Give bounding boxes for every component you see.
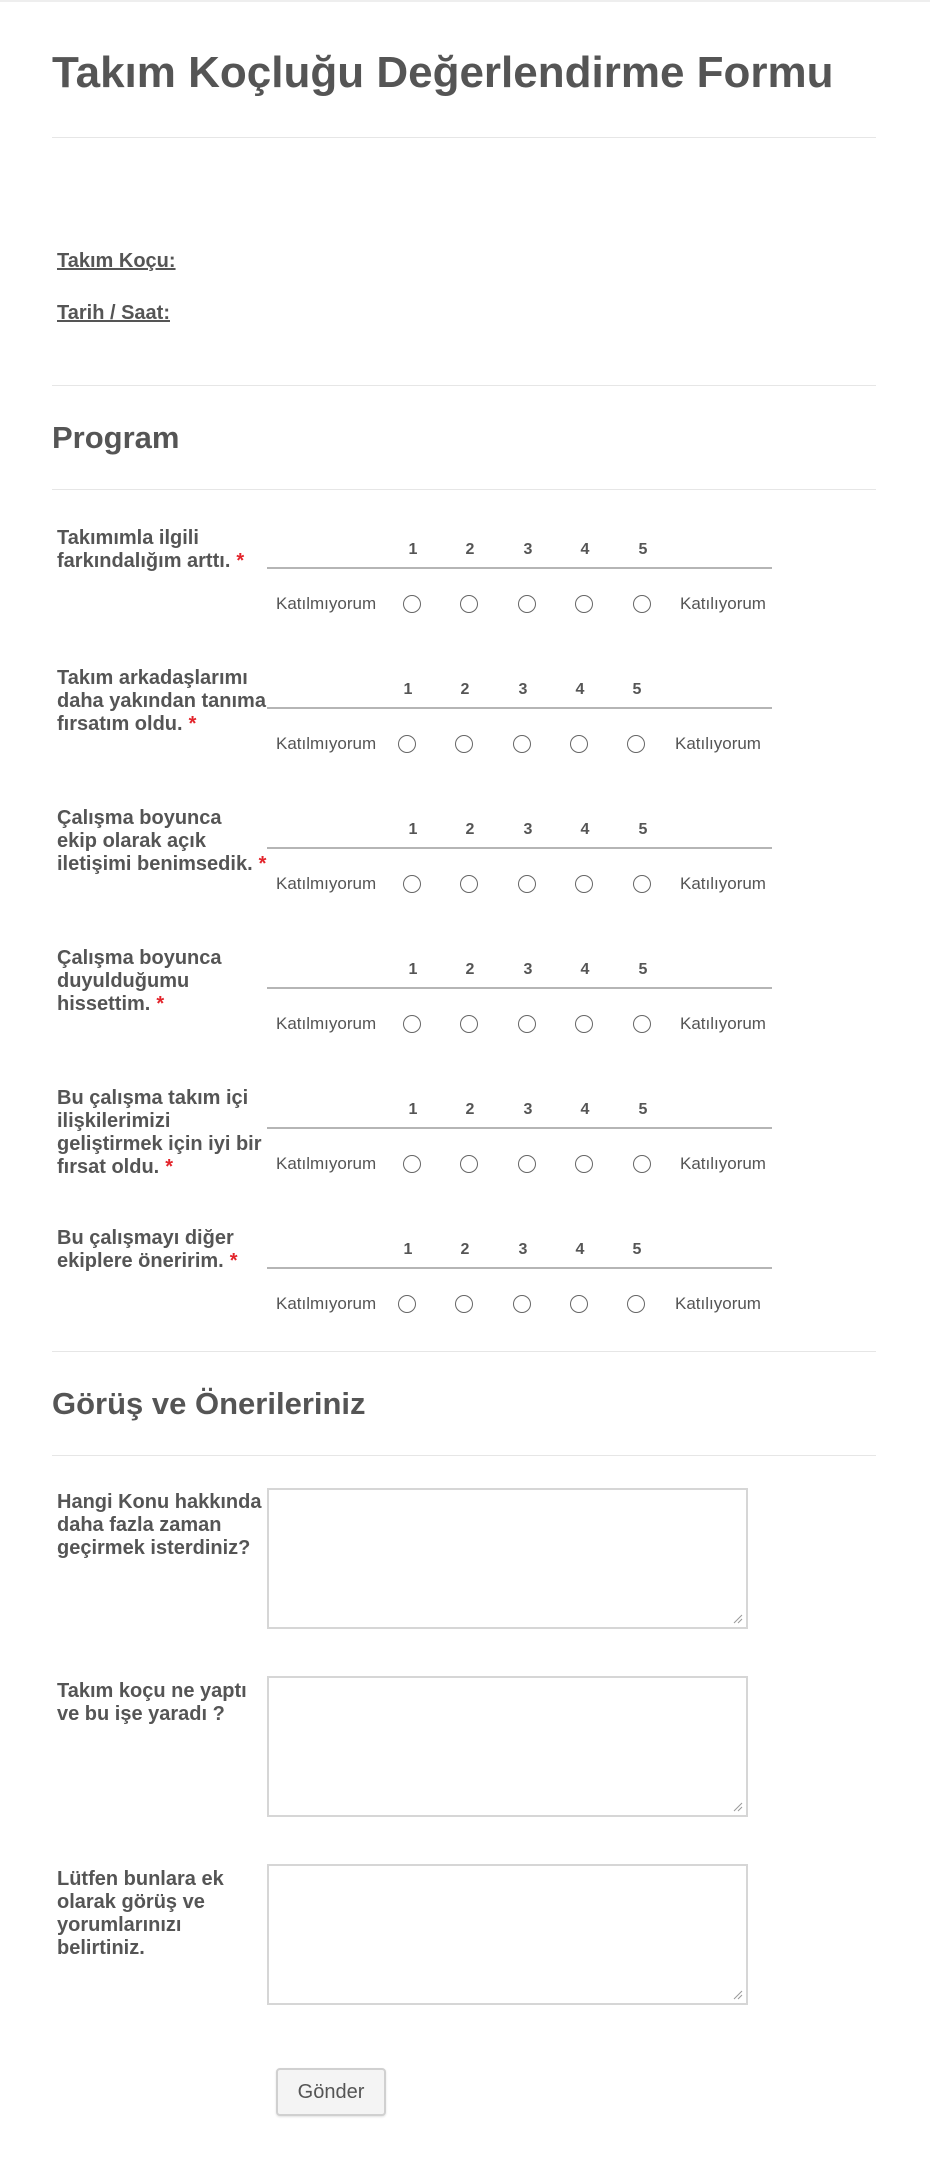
scale-number: 4	[580, 541, 590, 558]
rating-radio-4[interactable]	[570, 735, 588, 753]
scale-number: 2	[460, 1241, 470, 1258]
rating-radio-4[interactable]	[575, 595, 593, 613]
disagree-label: Katılmıyorum	[276, 734, 377, 753]
scale-divider	[267, 567, 772, 569]
scale-number: 4	[580, 1101, 590, 1118]
scale-number: 1	[408, 961, 418, 978]
more-time-topic-textarea[interactable]	[267, 1488, 748, 1629]
question-label: Takımımla ilgili farkındalığım arttı. *	[57, 527, 245, 572]
rating-radio-2[interactable]	[455, 1295, 473, 1313]
scale-divider	[267, 987, 772, 989]
scale-number: 3	[523, 961, 533, 978]
rating-radio-5[interactable]	[633, 1155, 651, 1173]
scale-number: 5	[638, 961, 648, 978]
rating-scale-1	[267, 533, 772, 633]
required-asterisk: *	[229, 1250, 238, 1272]
question-label: Bu çalışmayı diğer ekiplere öneririm. *	[57, 1227, 238, 1272]
rating-radio-3[interactable]	[518, 1015, 536, 1033]
required-asterisk: *	[156, 993, 165, 1015]
scale-number: 1	[408, 1101, 418, 1118]
rating-radio-2[interactable]	[455, 735, 473, 753]
section-title-program: Program	[52, 420, 180, 455]
scale-number: 1	[408, 541, 418, 558]
rating-radio-4[interactable]	[575, 1155, 593, 1173]
scale-number: 1	[403, 681, 413, 698]
rating-scale-2	[267, 673, 772, 773]
coach-effectiveness-textarea[interactable]	[267, 1676, 748, 1817]
scale-number: 3	[518, 681, 528, 698]
agree-label: Katılıyorum	[680, 874, 766, 893]
rating-radio-3[interactable]	[518, 1155, 536, 1173]
rating-radio-5[interactable]	[627, 1295, 645, 1313]
required-asterisk: *	[188, 713, 197, 735]
rating-radio-1[interactable]	[403, 1155, 421, 1173]
divider	[52, 489, 876, 490]
required-asterisk: *	[165, 1156, 174, 1178]
scale-number: 4	[575, 1241, 585, 1258]
scale-number: 3	[523, 541, 533, 558]
rating-radio-4[interactable]	[575, 1015, 593, 1033]
scale-number: 4	[580, 821, 590, 838]
rating-scale-3	[267, 813, 772, 913]
datetime-label: Tarih / Saat:	[57, 302, 170, 324]
scale-number: 1	[408, 821, 418, 838]
scale-number: 2	[465, 961, 475, 978]
scale-number: 4	[575, 681, 585, 698]
divider	[52, 385, 876, 386]
rating-radio-3[interactable]	[518, 875, 536, 893]
question-label: Çalışma boyunca ekip olarak açık iletişimi benimsedik. *	[57, 807, 267, 875]
scale-number: 5	[638, 821, 648, 838]
question-label: Lütfen bunlara ek olarak görüş ve yorumlarınızı belirtiniz.	[57, 1868, 224, 1959]
rating-radio-1[interactable]	[403, 595, 421, 613]
scale-divider	[267, 847, 772, 849]
disagree-label: Katılmıyorum	[276, 1154, 377, 1173]
resize-grip-icon[interactable]	[733, 1990, 743, 2000]
rating-radio-5[interactable]	[633, 595, 651, 613]
rating-radio-1[interactable]	[403, 1015, 421, 1033]
divider	[52, 1455, 876, 1456]
disagree-label: Katılmıyorum	[276, 874, 377, 893]
submit-button[interactable]: Gönder	[276, 2068, 386, 2116]
rating-scale-5	[267, 1093, 772, 1193]
agree-label: Katılıyorum	[675, 1294, 761, 1313]
rating-radio-4[interactable]	[570, 1295, 588, 1313]
disagree-label: Katılmıyorum	[276, 1014, 377, 1033]
required-asterisk: *	[258, 853, 267, 875]
coach-label: Takım Koçu:	[57, 250, 176, 272]
question-label: Hangi Konu hakkında daha fazla zaman geçirmek isterdiniz?	[57, 1491, 262, 1559]
disagree-label: Katılmıyorum	[276, 594, 377, 613]
disagree-label: Katılmıyorum	[276, 1294, 377, 1313]
scale-number: 5	[632, 1241, 642, 1258]
agree-label: Katılıyorum	[680, 1014, 766, 1033]
top-border	[0, 0, 930, 2]
divider	[52, 137, 876, 138]
rating-radio-2[interactable]	[460, 1155, 478, 1173]
question-label: Bu çalışma takım içi ilişkilerimizi geliştirmek için iyi bir fırsat oldu. *	[57, 1087, 262, 1178]
question-label: Takım arkadaşlarımı daha yakından tanıma fırsatım oldu. *	[57, 667, 266, 735]
rating-radio-3[interactable]	[513, 1295, 531, 1313]
rating-radio-1[interactable]	[403, 875, 421, 893]
rating-radio-4[interactable]	[575, 875, 593, 893]
agree-label: Katılıyorum	[680, 594, 766, 613]
scale-number: 3	[523, 821, 533, 838]
resize-grip-icon[interactable]	[733, 1614, 743, 1624]
scale-number: 2	[465, 1101, 475, 1118]
rating-radio-3[interactable]	[513, 735, 531, 753]
rating-radio-2[interactable]	[460, 1015, 478, 1033]
scale-number: 5	[638, 1101, 648, 1118]
scale-number: 4	[580, 961, 590, 978]
rating-scale-4	[267, 953, 772, 1053]
question-label: Takım koçu ne yaptı ve bu işe yaradı ?	[57, 1680, 247, 1725]
divider	[52, 1351, 876, 1352]
section-title-feedback: Görüş ve Önerileriniz	[52, 1386, 366, 1421]
scale-number: 1	[403, 1241, 413, 1258]
scale-number: 3	[523, 1101, 533, 1118]
rating-radio-3[interactable]	[518, 595, 536, 613]
agree-label: Katılıyorum	[675, 734, 761, 753]
scale-divider	[267, 1127, 772, 1129]
rating-radio-2[interactable]	[460, 595, 478, 613]
scale-number: 2	[465, 541, 475, 558]
required-asterisk: *	[236, 550, 245, 572]
rating-scale-6	[267, 1233, 772, 1333]
scale-number: 2	[460, 681, 470, 698]
rating-radio-5[interactable]	[627, 735, 645, 753]
rating-radio-1[interactable]	[398, 1295, 416, 1313]
additional-comments-textarea[interactable]	[267, 1864, 748, 2005]
rating-radio-1[interactable]	[398, 735, 416, 753]
resize-grip-icon[interactable]	[733, 1802, 743, 1812]
rating-radio-5[interactable]	[633, 1015, 651, 1033]
scale-divider	[267, 707, 772, 709]
scale-number: 5	[638, 541, 648, 558]
scale-number: 3	[518, 1241, 528, 1258]
agree-label: Katılıyorum	[680, 1154, 766, 1173]
rating-radio-5[interactable]	[633, 875, 651, 893]
question-label: Çalışma boyunca duyulduğumu hissettim. *	[57, 947, 222, 1015]
scale-number: 5	[632, 681, 642, 698]
scale-divider	[267, 1267, 772, 1269]
rating-radio-2[interactable]	[460, 875, 478, 893]
scale-number: 2	[465, 821, 475, 838]
form-title: Takım Koçluğu Değerlendirme Formu	[52, 48, 834, 97]
